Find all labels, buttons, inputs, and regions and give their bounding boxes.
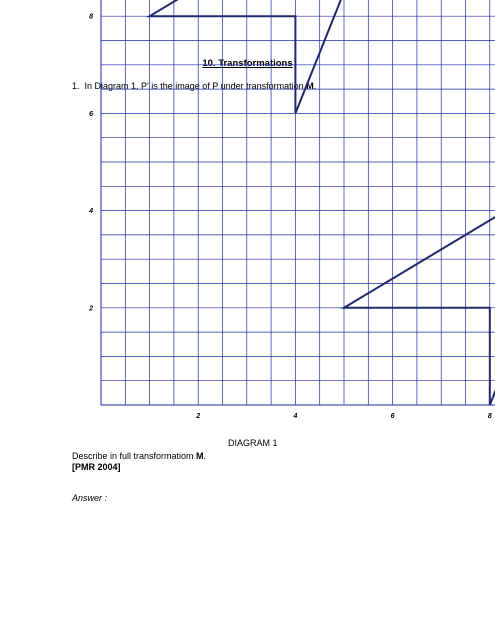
instruction-body: Describe in full transformatiom <box>72 451 197 461</box>
page-title: 10. Transformations <box>202 58 293 69</box>
x-tick-label: 8 <box>487 413 492 420</box>
question-transformation-name: M <box>306 81 314 91</box>
x-tick-label: 4 <box>293 413 298 420</box>
instruction-text <box>72 451 206 461</box>
question-end: . <box>313 81 317 91</box>
axes <box>88 0 495 422</box>
instruction-end: . <box>203 451 207 461</box>
question-number: 1. <box>72 81 80 91</box>
grid-lines <box>101 0 495 405</box>
answer-label: Answer : <box>72 493 108 503</box>
y-tick-label: 2 <box>89 305 93 313</box>
exam-source: [PMR 2004] <box>72 462 121 472</box>
x-tick-label: 2 <box>196 413 201 420</box>
diagram-caption: DIAGRAM 1 <box>228 438 278 448</box>
question-body: In Diagram 1, P' is the image of P under transformation <box>84 81 307 91</box>
y-tick-label: 6 <box>89 110 93 118</box>
instruction-transformation-name: M <box>196 451 204 461</box>
y-tick-label: 4 <box>89 208 93 216</box>
y-tick-label: 8 <box>89 13 93 21</box>
x-tick-label: 6 <box>390 413 395 420</box>
shapes <box>150 0 495 405</box>
tick-labels <box>85 0 495 420</box>
